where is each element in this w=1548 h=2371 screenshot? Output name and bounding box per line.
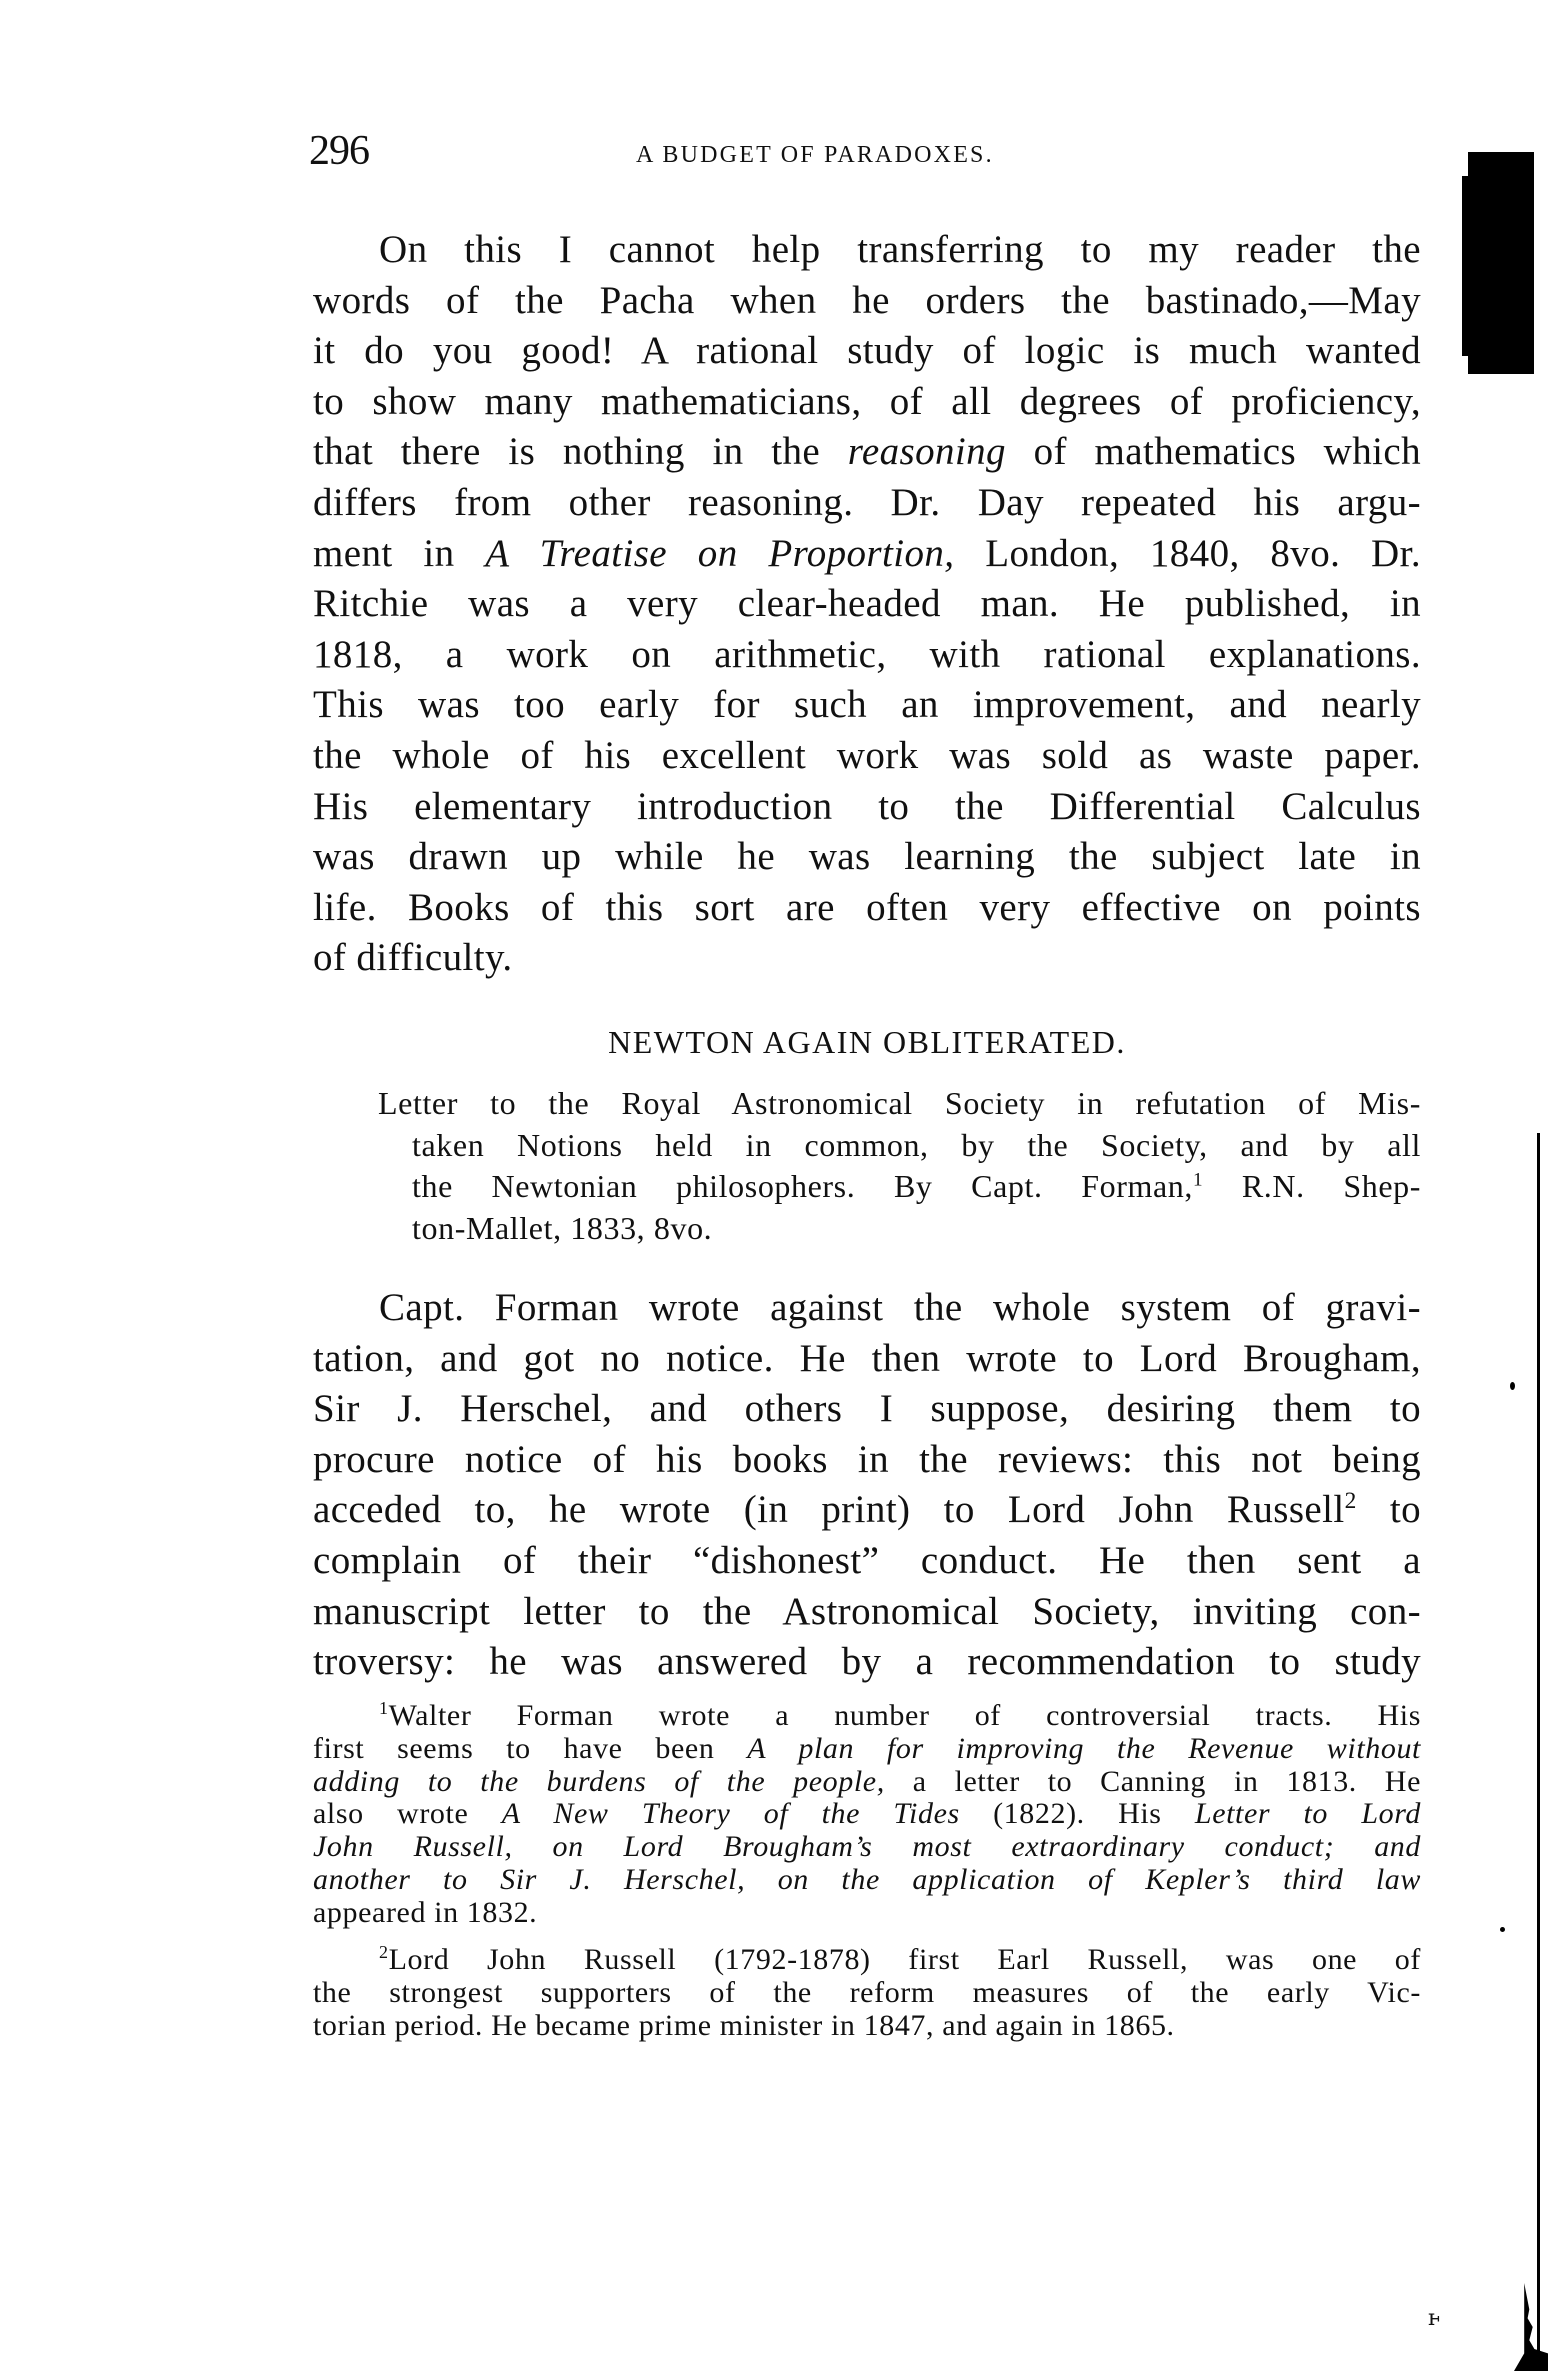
text-line: the whole of his excellent work was sold as waste paper. [313,733,1421,777]
book-title: Letter to Lord [1194,1797,1421,1831]
text-line: torian period. He became prime minister in 1847, and again in 1865. [313,2008,1175,2042]
text-line: of difficulty. [313,936,513,980]
book-title: A Treatise on Proportion, [485,531,955,575]
text-run: London, 1840, 8vo. Dr. [954,531,1421,575]
scan-edge-shadow-bottom [1514,2283,1548,2371]
footnote-ref-1[interactable]: 1 [1193,1169,1204,1191]
scan-speck [1510,1382,1515,1390]
text-line [313,1864,1421,1897]
page-number: 296 [309,128,369,174]
text-line: was drawn up while he was learning the subject late in [313,835,1421,879]
text-line: taken Notions held in common, by the Society, and by all [412,1126,1421,1163]
book-title: adding to the burdens of the people, [313,1764,885,1798]
text-run: the Newtonian philosophers. By Capt. Forman, [412,1168,1193,1204]
text-line: ton-Mallet, 1833, 8vo. [412,1209,713,1246]
book-title: A plan for improving the Revenue without [747,1731,1421,1765]
scan-edge-shadow-top [1468,152,1534,374]
text-line: differs from other reasoning. Dr. Day repeated his argu- [313,480,1421,524]
paragraph-pacha [313,225,1421,984]
footnote-1 [313,1700,1421,1930]
text-run: also wrote [313,1797,502,1831]
text-line [313,1831,1421,1864]
text-line: 1818, a work on arithmetic, with rational explanations. [313,632,1421,676]
bibliography-entry [378,1083,1421,1249]
text-run: ment in [313,531,486,575]
text-run: that there is nothing in the [313,430,848,474]
scan-edge-line [1537,1133,1540,2371]
text-line [313,427,1421,478]
text-line [313,1766,1421,1799]
text-line: troversy: he was answered by a recommendation to study [313,1640,1421,1684]
text-line: His elementary introduction to the Differential Calculus [313,784,1421,828]
book-title: John Russell, on Lord Brougham’s most extraordinary conduct; and [313,1830,1421,1864]
text-run: a letter to Canning in 1813. He [884,1764,1421,1798]
text-line: Letter to the Royal Astronomical Society in refutation of Mis- [378,1085,1421,1121]
text-line: On this I cannot help transferring to my reader the [379,228,1421,271]
paragraph-forman [313,1283,1421,1688]
text-line: the strongest supporters of the reform measures of the early Vic- [313,1975,1421,2009]
text-line [313,1944,1421,1977]
text-line: words of the Pacha when he orders the bastinado,—May [313,278,1421,322]
book-title: A New Theory of the Tides [501,1797,960,1831]
text-run: R.N. Shep- [1203,1168,1421,1204]
text-line: Ritchie was a very clear-headed man. He published, in [313,582,1421,626]
text-line [313,529,1421,580]
text-line: tation, and got no notice. He then wrote to Lord Brougham, [313,1336,1421,1380]
text-run: Walter Forman wrote a number of controversial tracts. His [388,1699,1421,1732]
text-line: complain of their “dishonest” conduct. He then sent a [313,1538,1421,1582]
text-line: This was too early for such an improvement, and nearly [313,683,1421,727]
text-line: to show many mathematicians, of all degrees of proficiency, [313,379,1421,423]
text-line: procure notice of his books in the reviews: this not being [313,1437,1421,1481]
text-run: first seems to have been [313,1731,748,1765]
scan-speck [1500,1927,1505,1932]
text-run: to [1356,1488,1421,1532]
text-line: life. Books of this sort are often very effective on points [313,885,1421,929]
book-title: another to Sir J. Herschel, on the application of Kepler’s third law [313,1862,1421,1896]
scan-edge-shadow-notch [1462,176,1470,356]
text-line: appeared in 1832. [313,1895,538,1929]
scan-speck-bottom: ⱶ [1428,2306,1441,2331]
text-run: acceded to, he wrote (in print) to Lord John Russell [313,1488,1345,1532]
text-line [313,1700,1421,1733]
footnote-marker: 1 [379,1698,389,1718]
footnote-ref-2[interactable]: 2 [1344,1488,1357,1515]
text-line [313,1733,1421,1766]
text-line: it do you good! A rational study of logic is much wanted [313,329,1421,373]
section-heading: NEWTON AGAIN OBLITERATED. [608,1024,1126,1060]
text-run: (1822). His [959,1797,1195,1831]
text-line [378,1166,1421,1208]
text-run: of mathematics which [1005,430,1421,474]
text-line [313,1485,1421,1536]
footnote-marker: 2 [379,1942,389,1962]
text-line: manuscript letter to the Astronomical Society, inviting con- [313,1589,1421,1633]
text-line: Capt. Forman wrote against the whole system of gravi- [379,1286,1421,1329]
text-line [313,1798,1421,1831]
emphasis-reasoning: reasoning [847,430,1006,474]
text-run: Lord John Russell (1792-1878) first Earl Russell, was one of [388,1943,1421,1976]
text-line: Sir J. Herschel, and others I suppose, desiring them to [313,1387,1421,1431]
running-title: A BUDGET OF PARADOXES. [636,142,994,168]
footnote-2 [313,1944,1421,2042]
